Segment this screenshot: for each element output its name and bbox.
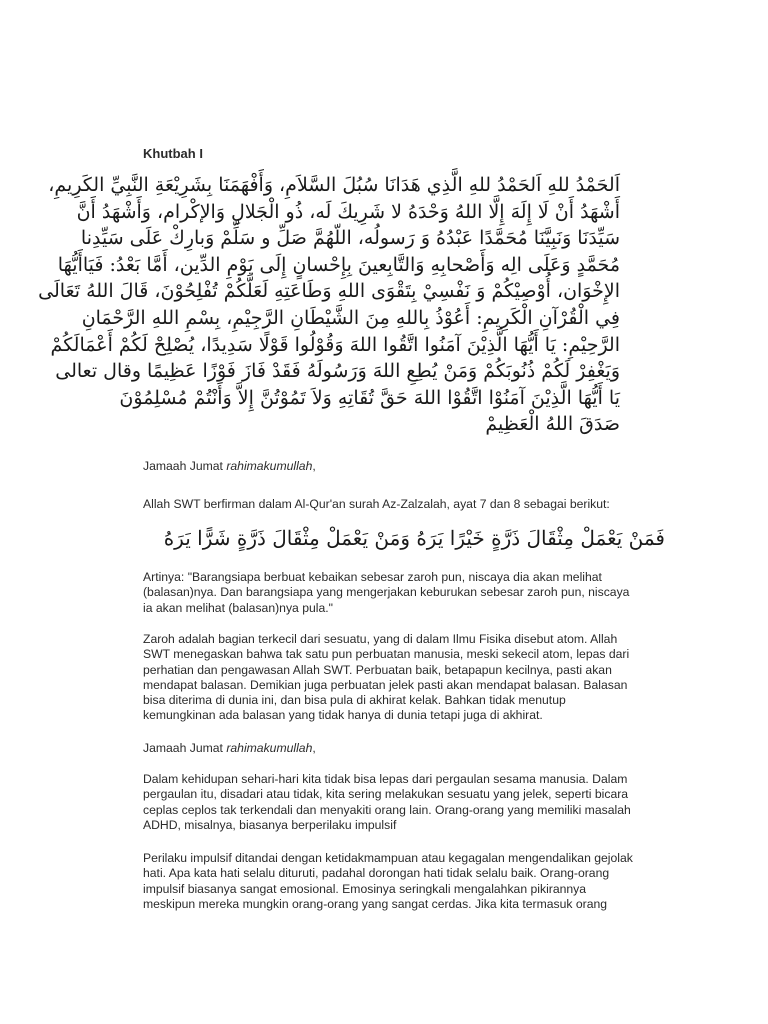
arabic-line: فِي الْقُرْآنِ الْكَرِيمِ: أَعُوْذُ بِاللهِ مِنَ الشَّيْطَانِ الرَّجِيْمِ، بِسْمِ اللهِ الرَّحْمَانِ (81, 306, 620, 329)
arabic-line: وَيَغْفِرْ لَكُمْ ذُنُوبَكُمْ وَمَنْ يُطِعِ اللهَ وَرَسُولَهُ فَقَدْ فَازَ فَوْزًا عَظِيمًا وقال تعالى (55, 360, 620, 383)
arabic-line: سَيِّدَنَا وَنَبِيَّنَا مُحَمَّدًا عَبْدُهُ وَ رَسولُه، اللّهُمَّ صَلِّ و سَلِّمْ وَبارِكْ عَلَى سَيِّدِنا (80, 227, 620, 250)
verse-intro-paragraph: Allah SWT berfirman dalam Al-Qur'an surah Az-Zalzalah, ayat 7 dan 8 sebagai berikut: (143, 497, 610, 511)
arabic-line: يَا أَيُّهَا الَّذِيْنَ آمَنُوْا اتَّقُوْا اللهَ حَقَّ تُقَاتِهِ وَلاَ تَمُوْتُنَّ إِلاَّ وَأَنْتُمْ مُسْلِمُوْنَ (119, 386, 620, 409)
arabic-line: صَدَقَ اللهُ الْعَظِيمْ (485, 413, 620, 436)
jamaah-greeting-2 (143, 741, 633, 756)
arabic-line: اَلحَمْدُ للهِ اَلحَمْدُ للهِ الَّذِي هَدَانَا سُبُلَ السَّلاَمِ، وَأَفْهَمَنَا بِشَرِيْعَةِ النَّبِيِّ الكَرِيمِ، (48, 174, 620, 196)
opening-arabic-text (38, 172, 620, 438)
artinya-paragraph: Artinya: "Barangsiapa berbuat kebaikan sebesar zaroh pun, niscaya dia akan melihat (balasan)nya. Dan barangsiapa yang mengerjakan keburukan sebesar zaroh pun, niscaya ia akan melihat (balasan)nya pula." (143, 570, 630, 615)
jamaah-greeting-1 (143, 459, 633, 474)
arabic-line: الإِخْوَان، أُوْصِيْكُمْ وَ نَفْسِيْ بِتَقْوَى اللهِ وَطَاعَتِهِ لَعَلَّكُمْ تُفْلِحُوْنَ، قَالَ اللهُ تَعَالَى (38, 280, 620, 303)
jamaah-prefix: Jamaah Jumat (143, 459, 227, 473)
jamaah-italic: rahimakumullah (226, 459, 313, 473)
jamaah-suffix: , (312, 459, 316, 473)
az-zalzalah-verse: فَمَنْ يَعْمَلْ مِثْقَالَ ذَرَّةٍ خَيْرًا يَرَهُ وَمَنْ يَعْمَلْ مِثْقَالَ ذَرَّةٍ شَرًّا يَرَهُ (163, 526, 665, 550)
arabic-line: مُحَمَّدٍ وَعَلَى الِه وَأَصْحابِهِ وَالتَّابِعينَ بِإِحْسانٍ إِلَى يَوْمِ الدِّين، أَمَّا بَعْدُ: فَيَاأَيُّهَا (57, 253, 620, 276)
zaroh-paragraph: Zaroh adalah bagian terkecil dari sesuatu, yang di dalam Ilmu Fisika disebut atom. Allah SWT menegaskan bahwa tak satu pun perbuatan manusia, meski sekecil atom, lepas dari perhatian dan pengawasan Allah SWT. Perbuatan baik, betapapun kecilnya, pasti akan mendapat balasan. Demikian juga perbuatan jelek pasti akan mendapat balasan. Balasan bisa diterima di dunia ini, dan bisa pula di akhirat kelak. Bahkan tidak menutup kemungkinan ada balasan yang tidak hanya di dunia tetapi juga di akhirat. (143, 632, 630, 723)
jamaah-italic: rahimakumullah (226, 741, 313, 755)
khutbah-heading: Khutbah I (143, 146, 203, 161)
arabic-line: أَشْهَدُ أَنْ لَا إِلَهَ إِلَّا اللهُ وَحْدَهُ لا شَرِيكَ لَه، ذُو الْجَلالِ وَالإكْرام، وَأَشْهَدُ أَنَّ (76, 200, 620, 223)
jamaah-suffix: , (312, 741, 316, 755)
pergaulan-paragraph: Dalam kehidupan sehari-hari kita tidak bisa lepas dari pergaulan sesama manusia. Dalam pergaulan itu, disadari atau tidak, kita sering melakukan sesuatu yang jelek, seperti bicara ceplas ceplos tak terkendali dan menyakiti orang lain. Orang-orang yang memiliki masalah ADHD, misalnya, biasanya berperilaku impulsif (143, 772, 631, 832)
arabic-line: الرَّحِيْمِ: يَا أَيُّهَا الَّذِيْنَ آمَنُوا اتَّقُوا اللهَ وَقُوْلُوا قَوْلًا سَدِيدًا، يُصْلِحْ لَكُمْ أَعْمَالَكُمْ (50, 333, 620, 356)
impulsif-paragraph: Perilaku impulsif ditandai dengan ketidakmampuan atau kegagalan mengendalikan gejolak hati. Apa kata hati selalu dituruti, padahal dorongan hati tidak selalu baik. Orang-orang impulsif biasanya sangat emosional. Emosinya seringkali mengalahkan pikirannya meskipun mereka mungkin orang-orang yang sangat cerdas. Jika kita termasuk orang (143, 851, 633, 911)
jamaah-prefix: Jamaah Jumat (143, 741, 227, 755)
